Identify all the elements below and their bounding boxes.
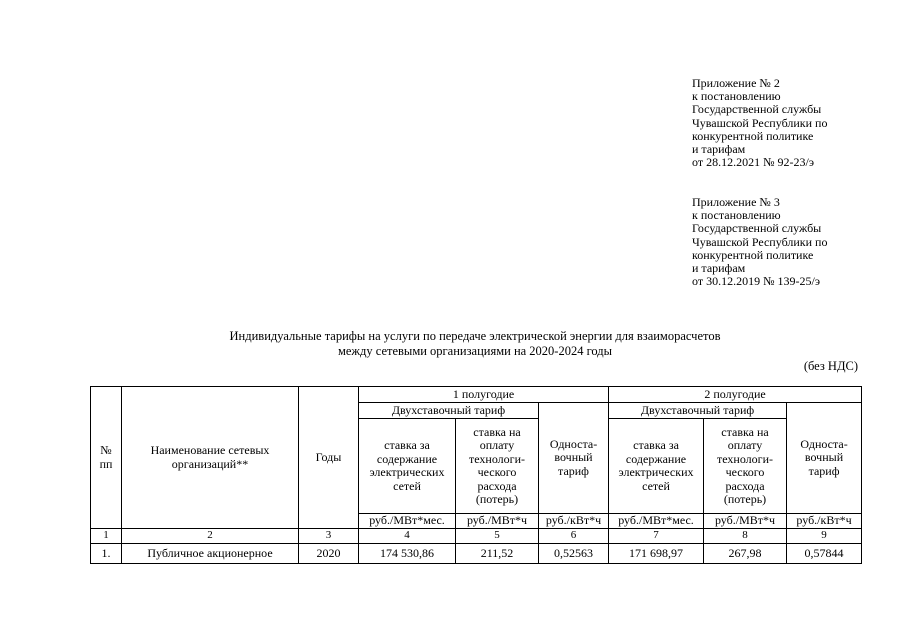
column-number: 8 xyxy=(704,529,787,544)
header-half-2: 2 полугодие xyxy=(609,387,862,403)
header-rate-losses: ставка на оплату технологи-ческого расхода (потерь) xyxy=(456,419,539,514)
appendix-to: к постановлению xyxy=(692,89,781,104)
document-title-line: Индивидуальные тарифы на услуги по передаче электрической энергии для взаиморасчетов xyxy=(229,329,721,343)
tariff-table xyxy=(90,386,862,564)
unit-cell: руб./МВт*мес. xyxy=(609,514,704,529)
appendix-org-line: конкурентной политике xyxy=(692,247,814,262)
unit-cell: руб./МВт*ч xyxy=(456,514,539,529)
column-number: 7 xyxy=(609,529,704,544)
unit-cell: руб./кВт*ч xyxy=(539,514,609,529)
appendix-title: Приложение № 2 xyxy=(692,76,780,90)
header-years: Годы xyxy=(299,387,359,529)
row-h2-losses: 267,98 xyxy=(704,544,787,564)
appendix-date-number: от 28.12.2021 № 92-23/э xyxy=(692,155,815,170)
appendix-block xyxy=(692,196,892,288)
header-rate-maintenance: ставка за содержание электрических сетей xyxy=(609,419,704,514)
row-h2-maintenance: 171 698,97 xyxy=(609,544,704,564)
appendix-org-line: Государственной службы xyxy=(692,102,822,117)
column-number: 6 xyxy=(539,529,609,544)
row-name: Публичное акционерное xyxy=(122,544,299,564)
header-half-1: 1 полугодие xyxy=(359,387,609,403)
appendix-org-line: Чувашской Республики по xyxy=(692,115,828,130)
appendix-org-line: Чувашской Республики по xyxy=(692,234,828,249)
column-number: 1 xyxy=(91,529,122,544)
appendix-org-line: и тарифам xyxy=(692,142,746,157)
appendix-title: Приложение № 3 xyxy=(692,195,780,209)
appendix-block xyxy=(692,77,892,169)
column-number: 4 xyxy=(359,529,456,544)
unit-cell: руб./МВт*ч xyxy=(704,514,787,529)
appendix-org-line: Государственной службы xyxy=(692,221,822,236)
row-year: 2020 xyxy=(299,544,359,564)
table-row xyxy=(91,544,862,564)
unit-cell: руб./кВт*ч xyxy=(787,514,862,529)
column-number: 9 xyxy=(787,529,862,544)
appendix-org-line: конкурентной политике xyxy=(692,128,814,143)
row-h2-one-part: 0,57844 xyxy=(787,544,862,564)
appendix-to: к постановлению xyxy=(692,208,781,223)
document-title-line: между сетевыми организациями на 2020-2024 годы xyxy=(337,344,613,358)
column-numbers-row xyxy=(91,529,862,544)
row-num: 1. xyxy=(91,544,122,564)
header-row xyxy=(91,387,862,403)
header-name: Наименование сетевых организаций** xyxy=(122,387,299,529)
row-h1-maintenance: 174 530,86 xyxy=(359,544,456,564)
column-number: 5 xyxy=(456,529,539,544)
row-h1-one-part: 0,52563 xyxy=(539,544,609,564)
document-title xyxy=(90,329,860,359)
unit-cell: руб./МВт*мес. xyxy=(359,514,456,529)
header-two-part-tariff: Двухставочный тариф xyxy=(359,403,539,419)
column-number: 3 xyxy=(299,529,359,544)
header-one-part-tariff: Односта-вочный тариф xyxy=(539,403,609,514)
appendix-org-line: и тарифам xyxy=(692,261,746,276)
header-rate-maintenance: ставка за содержание электрических сетей xyxy=(359,419,456,514)
header-rate-losses: ставка на оплату технологи-ческого расхода (потерь) xyxy=(704,419,787,514)
column-number: 2 xyxy=(122,529,299,544)
header-two-part-tariff: Двухставочный тариф xyxy=(609,403,787,419)
header-num: № пп xyxy=(91,387,122,529)
header-one-part-tariff: Односта-вочный тариф xyxy=(787,403,862,514)
row-h1-losses: 211,52 xyxy=(456,544,539,564)
appendix-date-number: от 30.12.2019 № 139-25/э xyxy=(692,274,821,289)
vat-note: (без НДС) xyxy=(803,359,858,373)
